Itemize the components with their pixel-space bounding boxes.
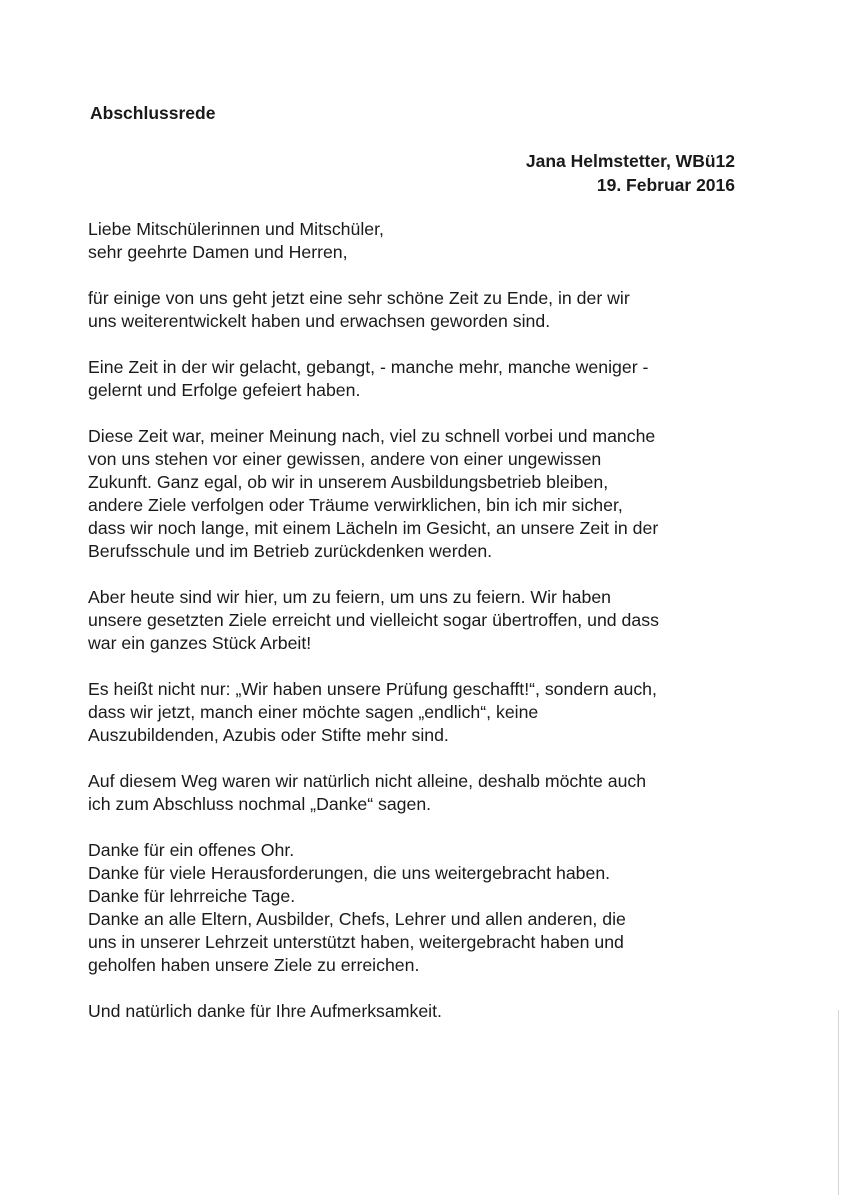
document-title: Abschlussrede <box>90 103 216 123</box>
speech-body <box>88 218 748 1023</box>
scan-edge-line <box>838 1010 839 1195</box>
paragraph-5: Es heißt nicht nur: „Wir haben unsere Prüfung geschafft!“, sondern auch, dass wir jetzt, manch einer möchte sagen „endlich“, keine Auszubildenden, Azubis oder Stifte mehr sind. <box>88 679 657 745</box>
author-block <box>526 149 735 197</box>
greeting: Liebe Mitschülerinnen und Mitschüler, sehr geehrte Damen und Herren, <box>88 219 384 262</box>
paragraph-4: Aber heute sind wir hier, um zu feiern, um uns zu feiern. Wir haben unsere gesetzten Ziele erreicht und vielleicht sogar übertroffen, und dass war ein ganzes Stück Arbeit! <box>88 587 659 653</box>
author-line: Jana Helmstetter, WBü12 <box>525 151 735 171</box>
paragraph-3: Diese Zeit war, meiner Meinung nach, viel zu schnell vorbei und manche von uns stehen vor einer gewissen, andere von einer ungewissen Zukunft. Ganz egal, ob wir in unserem Ausbildungsbetrieb bleiben, andere Ziele verfolgen oder Träume verwirklichen, bin ich mir sicher, dass wir noch lange, mit einem Lächeln im Gesicht, an unsere Zeit in der Berufsschule und im Betrieb zurückdenken werden. <box>88 426 659 561</box>
paragraph-7-thanks: Danke für ein offenes Ohr. Danke für viele Herausforderungen, die uns weitergebracht haben. Danke für lehrreiche Tage. Danke an alle Eltern, Ausbilder, Chefs, Lehrer und allen anderen, die uns in unserer Lehrzeit unterstützt haben, weitergebracht haben und geholfen haben unsere Ziele zu erreichen. <box>88 840 626 975</box>
paragraph-8-closing: Und natürlich danke für Ihre Aufmerksamkeit. <box>88 1001 442 1021</box>
date-line: 19. Februar 2016 <box>596 175 735 195</box>
paragraph-2: Eine Zeit in der wir gelacht, gebangt, - manche mehr, manche weniger - gelernt und Erfolge gefeiert haben. <box>88 357 649 400</box>
paragraph-6: Auf diesem Weg waren wir natürlich nicht alleine, deshalb möchte auch ich zum Abschluss nochmal „Danke“ sagen. <box>88 771 647 814</box>
paragraph-1: für einige von uns geht jetzt eine sehr schöne Zeit zu Ende, in der wir uns weiterentwickelt haben und erwachsen geworden sind. <box>88 288 630 331</box>
